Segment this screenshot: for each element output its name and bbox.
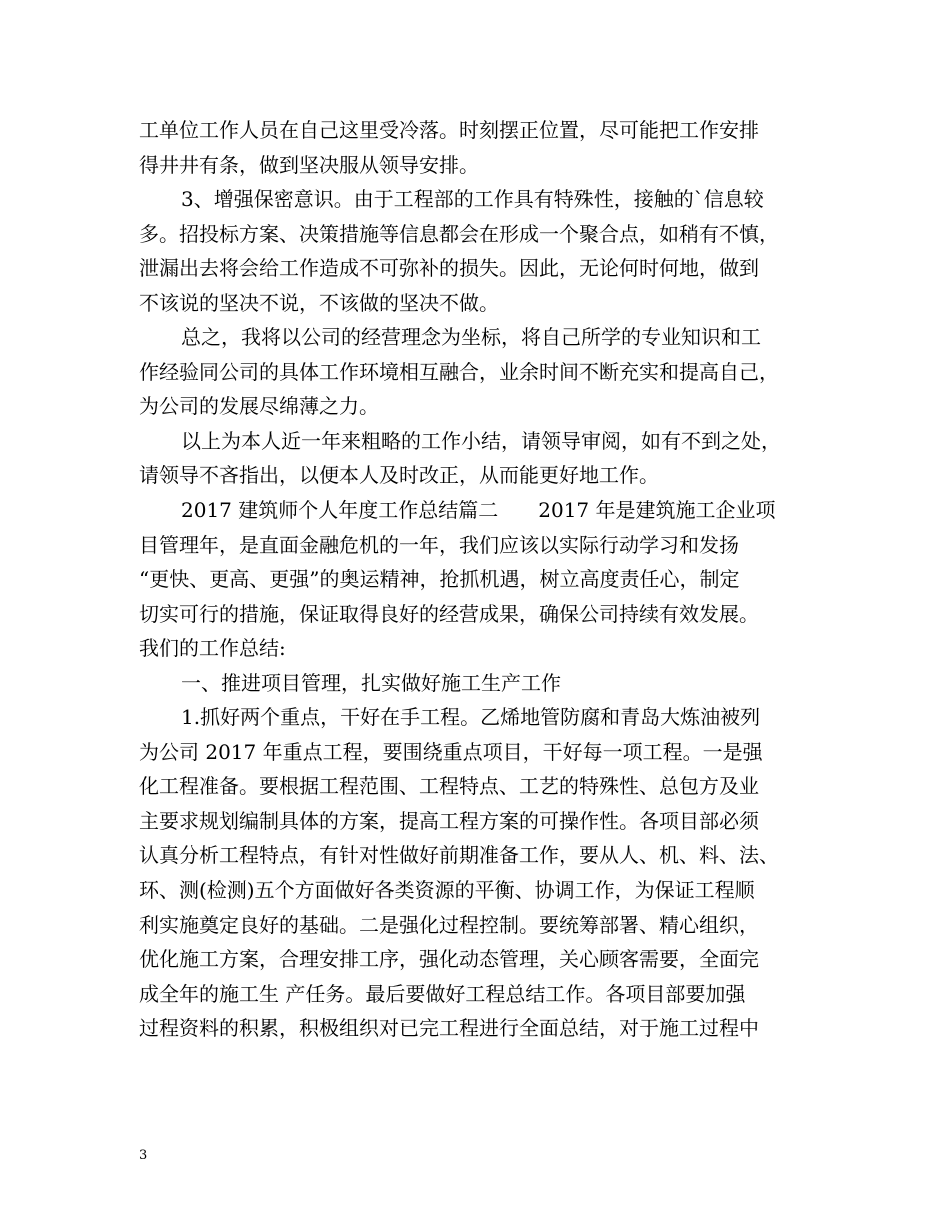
text-line: 多。招投标方案、决策措施等信息都会在形成一个聚合点，如稍有不慎，	[139, 221, 779, 246]
text-line: 不该说的坚决不说，不该做的坚决不做。	[139, 290, 499, 315]
body-text	[139, 113, 819, 1046]
text-line: 我们的工作总结:	[139, 636, 286, 661]
text-line: 过程资料的积累，积极组织对已完工程进行全面总结，对于施工过程中	[139, 1016, 759, 1041]
text-line: 利实施奠定良好的基础。二是强化过程控制。要统筹部署、精心组织，	[139, 912, 759, 937]
text-line: 环、测(检测)五个方面做好各类资源的平衡、协调工作，为保证工程顺	[139, 878, 755, 903]
text-line: 一、推进项目管理，扎实做好施工生产工作	[181, 670, 561, 695]
page-number: 3	[139, 1148, 148, 1163]
text-line: 认真分析工程特点，有针对性做好前期准备工作，要从人、机、料、法、	[139, 843, 779, 868]
text-line: 作经验同公司的具体工作环境相互融合，业余时间不断充实和提高自己，	[139, 359, 779, 384]
text-line: 为公司的发展尽绵薄之力。	[139, 394, 379, 419]
text-line: 主要求规划编制具体的方案，提高工程方案的可操作性。各项目部必须	[139, 808, 759, 833]
text-line: 得井井有条，做到坚决服从领导安排。	[139, 152, 479, 177]
text-line: “更快、更高、更强”的奥运精神，抢抓机遇，树立高度责任心，制定	[139, 567, 740, 592]
text-line: 成全年的施工生 产任务。最后要做好工程总结工作。各项目部要加强	[139, 981, 746, 1006]
text-line: 请领导不吝指出，以便本人及时改正，从而能更好地工作。	[139, 463, 659, 488]
text-line: 泄漏出去将会给工作造成不可弥补的损失。因此，无论何时何地，做到	[139, 256, 759, 281]
text-line: 目管理年，是直面金融危机的一年，我们应该以实际行动学习和发扬	[139, 532, 739, 557]
text-line: 工单位工作人员在自己这里受冷落。时刻摆正位置，尽可能把工作安排	[139, 118, 759, 142]
text-line: 为公司 2017 年重点工程，要围绕重点项目，干好每一项工程。一是强	[139, 739, 763, 764]
text-line: 3、增强保密意识。由于工程部的工作具有特殊性，接触的`信息较	[181, 187, 764, 212]
text-line: 以上为本人近一年来粗略的工作小结，请领导审阅，如有不到之处，	[181, 428, 781, 453]
text-line: 优化施工方案，合理安排工序，强化动态管理，关心顾客需要，全面完	[139, 947, 759, 972]
text-line: 总之，我将以公司的经营理念为坐标，将自己所学的专业知识和工	[181, 325, 761, 350]
text-line: 化工程准备。要根据工程范围、工程特点、工艺的特殊性、总包方及业	[139, 774, 759, 799]
text-line: 切实可行的措施，保证取得良好的经营成果，确保公司持续有效发展。	[139, 601, 759, 626]
text-line: 2017 建筑师个人年度工作总结篇二 2017 年是建筑施工企业项	[181, 498, 776, 523]
text-line: 1.抓好两个重点，干好在手工程。乙烯地管防腐和青岛大炼油被列	[181, 705, 761, 730]
